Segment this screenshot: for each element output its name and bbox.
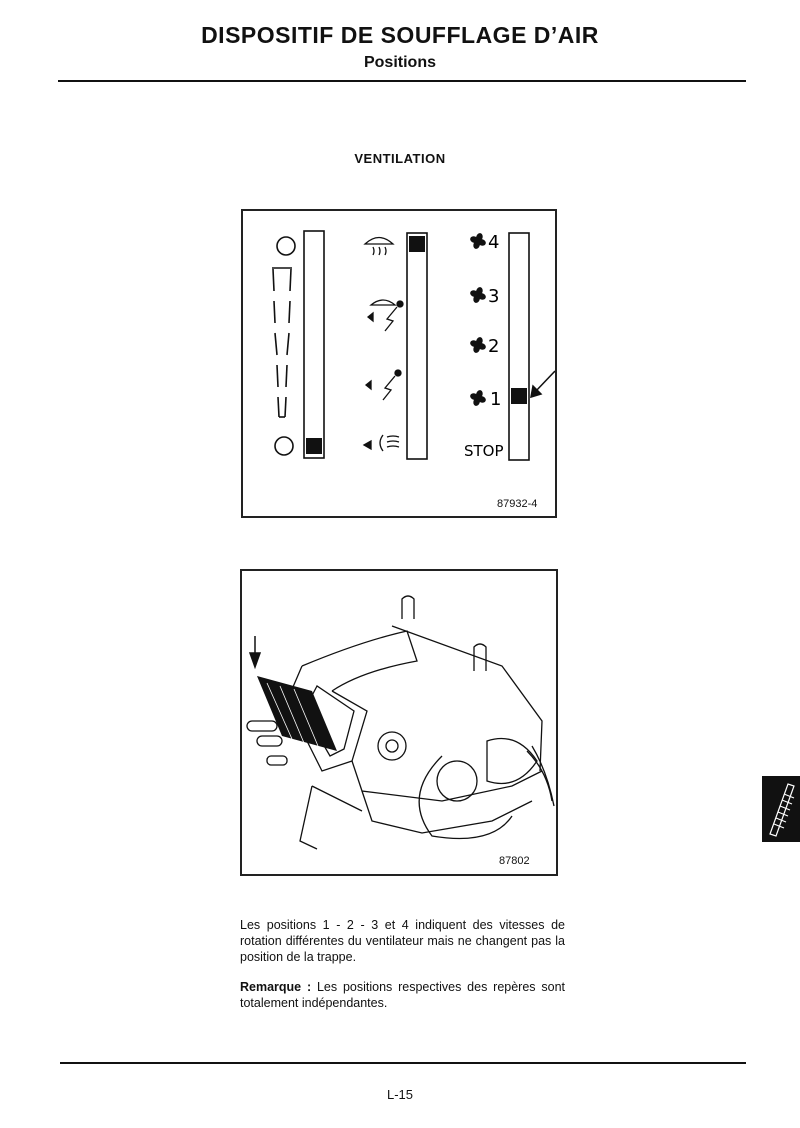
speed-label-3: 3	[488, 286, 501, 307]
fan-speed-slider-knob	[511, 388, 527, 404]
bottom-divider	[60, 1062, 746, 1064]
feet-vent-icon	[364, 435, 399, 451]
distribution-slider-knob	[409, 236, 425, 252]
face-vent-icon	[366, 370, 401, 400]
stop-label: STOP	[464, 442, 504, 460]
control-panel-drawing	[243, 211, 555, 516]
heater-box-drawing	[242, 571, 556, 874]
top-circle-icon	[277, 237, 295, 255]
pointer-arrow-icon	[531, 371, 555, 397]
fan-icon	[469, 232, 487, 250]
temperature-slider-track	[304, 231, 324, 458]
taper-wedge-icon	[272, 268, 292, 417]
speed-label-2: 2	[488, 336, 501, 357]
top-divider	[58, 80, 746, 82]
radiator-icon	[762, 776, 800, 842]
remark-label: Remarque :	[240, 980, 312, 994]
fan-icon	[469, 286, 487, 304]
figure2-reference: 87802	[499, 855, 530, 867]
heater-box-figure	[240, 569, 558, 876]
ventilation-control-figure	[241, 209, 557, 518]
chapter-tab	[762, 776, 800, 842]
fan-icon	[469, 336, 487, 354]
fan-icon	[469, 389, 487, 407]
temperature-slider-knob	[306, 438, 322, 454]
defrost-icon	[365, 238, 393, 256]
defrost-face-icon	[368, 300, 403, 331]
speed-label-1: 1	[490, 389, 503, 410]
page-title: DISPOSITIF DE SOUFFLAGE D’AIR	[201, 22, 599, 48]
positions-paragraph: Les positions 1 - 2 - 3 et 4 indiquent des vitesses de rotation différentes du ventilateur mais ne changent pas la position de la trappe.	[240, 918, 565, 964]
remark-text: Les positions respectives des repères sont totalement indépendantes.	[240, 980, 565, 1010]
page-number: L-15	[386, 1087, 414, 1102]
bottom-circle-icon	[275, 437, 293, 455]
section-title: VENTILATION	[354, 151, 446, 166]
down-arrow-icon	[250, 636, 260, 667]
remark-paragraph	[240, 979, 565, 1011]
figure1-reference: 87932-4	[497, 498, 538, 510]
distribution-slider-track	[407, 233, 427, 459]
page-subtitle: Positions	[363, 54, 436, 71]
fan-speed-slider-track	[509, 233, 529, 460]
speed-label-4: 4	[488, 232, 501, 253]
